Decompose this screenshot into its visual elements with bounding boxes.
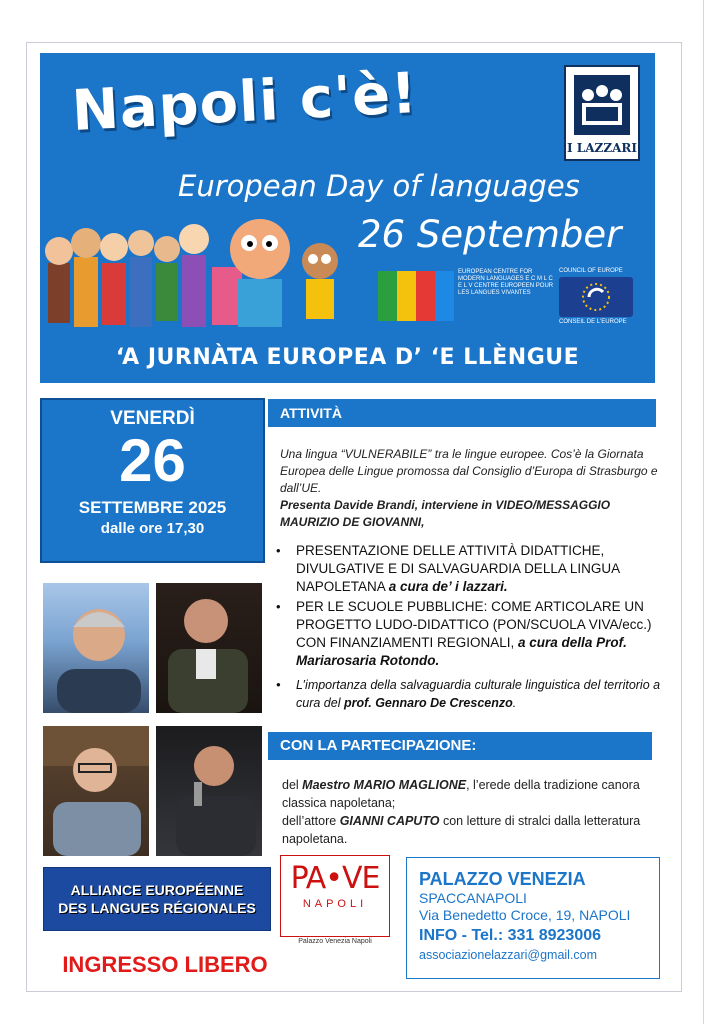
coe-stars-icon	[559, 277, 633, 317]
list-item-text: PER LE SCUOLE PUBBLICHE: COME ARTICOLARE UN PROGETTO LUDO-DIDATTICO (PON/SCUOLA VIVA/ecc.) CON FINANZIAMENTI REGIONALI,	[296, 599, 652, 650]
list-item-text: L’importanza della salvaguardia culturale linguistica del territorio a cura del	[296, 678, 661, 710]
participant-name-2: GIANNI CAPUTO	[339, 814, 440, 828]
list-item	[270, 542, 662, 596]
event-month-year: SETTEMBRE 2025	[78, 498, 227, 517]
speaker-photo-3	[43, 726, 149, 856]
activities-list	[270, 542, 662, 714]
participation-post-1: , l’erede della tradizione canora classica napoletana;	[282, 778, 640, 810]
page-edge	[703, 0, 704, 1024]
header-banner	[40, 53, 655, 383]
activities-intro	[280, 446, 658, 531]
banner-subtitle: European Day of languages	[178, 169, 580, 203]
pave-logo-main: PA•VE	[290, 861, 380, 896]
pave-logo	[280, 855, 390, 937]
list-item	[270, 598, 662, 670]
cartoon-children-illustration	[40, 203, 370, 353]
lazzari-crest-icon	[572, 73, 632, 137]
free-entry-label: INGRESSO LIBERO	[62, 952, 268, 977]
participation-post-2: con letture di stralci dalla letteratura napoletana.	[282, 814, 641, 846]
activities-presenter: Presenta Davide Brandi, interviene in VIDEO/MESSAGGIO MAURIZIO DE GIOVANNI,	[280, 498, 611, 529]
speaker-photo-4	[156, 726, 262, 856]
venue-address: Via Benedetto Croce, 19, NAPOLI	[419, 907, 631, 923]
participation-text	[282, 776, 662, 848]
banner-title: Napoli c'è!	[70, 60, 420, 144]
venue-email: associazionelazzari@gmail.com	[419, 948, 598, 962]
banner-footer-title: ‘A JURNÀTA EUROPEA D’ ‘E LLÈNGUE	[115, 345, 580, 370]
lazzari-logo-text: I LAZZARI	[567, 141, 637, 155]
activities-intro-text: Una lingua “VULNERABILE” tra le lingue europee. Cos’è la Giornata Europea delle Lingue promossa dal Consiglio d’Europa di Strasburgo e dall’UE.	[280, 447, 658, 495]
participation-pre-1: del	[282, 778, 303, 792]
list-item-credit: prof. Gennaro De Crescenzo	[343, 696, 513, 710]
list-item	[270, 676, 662, 712]
list-item-tail: .	[512, 696, 517, 710]
event-day-number: 26	[119, 427, 186, 494]
alliance-line-1: ALLIANCE EUROPÉENNE	[70, 882, 244, 898]
alliance-banner	[43, 867, 271, 931]
list-item-credit: a cura della Prof. Mariarosaria Rotondo.	[296, 635, 627, 668]
ecml-logo-text: EUROPEAN CENTRE FOR MODERN LANGUAGES E C M L C E L V CENTRE EUROPEEN POUR LES LANGUES VIVANTES	[458, 269, 554, 296]
venue-phone: INFO - Tel.: 331 8923006	[419, 927, 602, 944]
council-of-europe-logo	[559, 277, 633, 317]
speaker-photo-2	[156, 583, 262, 713]
participant-name-1: Maestro MARIO MAGLIONE	[302, 778, 467, 792]
list-item-text: PRESENTAZIONE DELLE ATTIVITÀ DIDATTICHE, DIVULGATIVE E DI SALVAGUARDIA DELLA LINGUA NAPOLETANA	[296, 543, 620, 594]
date-box	[40, 398, 265, 563]
speaker-portrait-icon	[43, 583, 149, 713]
speaker-portrait-icon	[156, 583, 262, 713]
speaker-photo-1	[43, 583, 149, 713]
event-weekday: VENERDÌ	[110, 408, 195, 429]
pave-logo-city: NAPOLI	[302, 898, 368, 910]
banner-date: 26 September	[358, 213, 622, 256]
speaker-portrait-icon	[43, 726, 149, 856]
coe-label-fr: CONSEIL DE L'EUROPE	[559, 319, 627, 325]
alliance-line-2: DES LANGUES RÉGIONALES	[58, 900, 256, 916]
venue-title: PALAZZO VENEZIA	[419, 869, 586, 889]
event-time: dalle ore 17,30	[100, 520, 205, 537]
participation-heading: CON LA PARTECIPAZIONE:	[268, 732, 652, 760]
list-item-credit: a cura de’ i lazzari.	[388, 579, 508, 594]
pave-caption: Palazzo Venezia Napoli	[298, 938, 372, 945]
ecml-logo	[378, 271, 454, 321]
venue-area: SPACCANAPOLI	[419, 890, 527, 906]
participation-pre-2: dell’attore	[282, 814, 340, 828]
activities-heading: ATTIVITÀ	[268, 399, 656, 427]
lazzari-logo	[564, 65, 640, 161]
venue-box	[406, 857, 660, 979]
coe-label: COUNCIL OF EUROPE	[559, 268, 623, 274]
speaker-portrait-icon	[156, 726, 262, 856]
